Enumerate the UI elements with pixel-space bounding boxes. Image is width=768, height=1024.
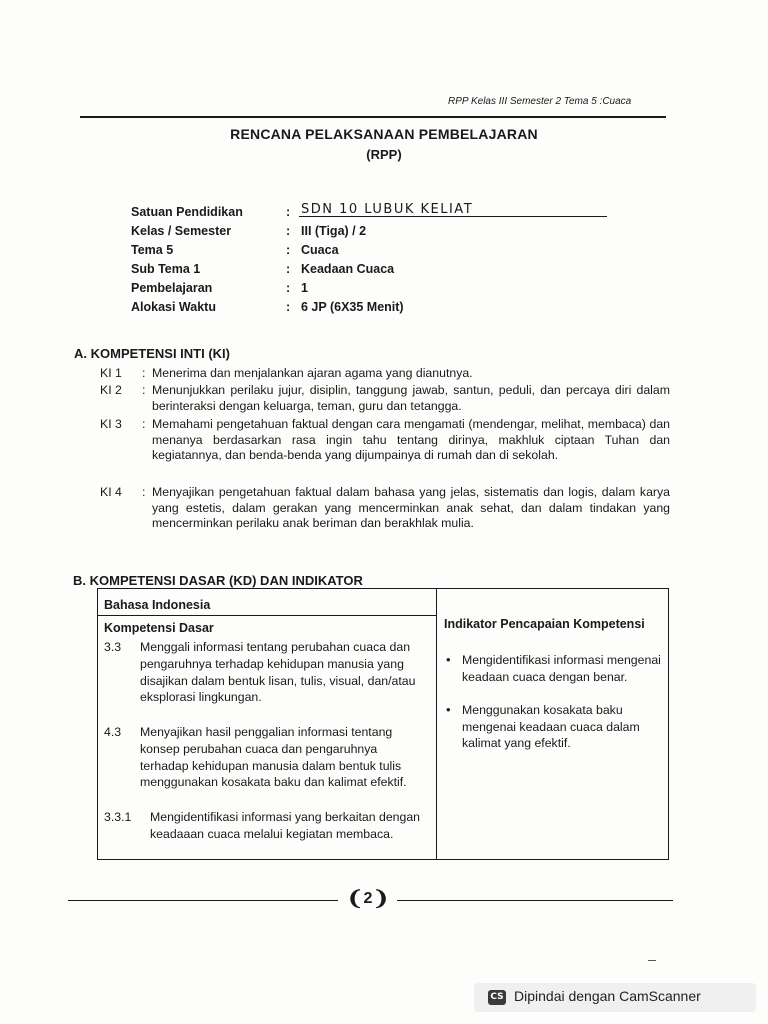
document-subtitle: (RPP) bbox=[366, 147, 402, 162]
ki-text: Menunjukkan perilaku jujur, disiplin, tanggung jawab, santun, peduli, dan percaya diri dalam berinteraksi dengan keluarga, teman, guru dan tetangga. bbox=[152, 383, 670, 413]
kd-item bbox=[104, 724, 429, 791]
identity-label: Pembelajaran bbox=[131, 281, 213, 295]
bullet-icon: • bbox=[446, 652, 451, 667]
indicator-heading: Indikator Pencapaian Kompetensi bbox=[444, 617, 645, 631]
identity-value-handwritten: SDN 10 LUBUK KELIAT bbox=[301, 202, 474, 217]
identity-label: Tema 5 bbox=[131, 243, 174, 257]
ki-item bbox=[100, 485, 670, 532]
identity-value: Cuaca bbox=[301, 243, 339, 257]
identity-label: Satuan Pendidikan bbox=[131, 205, 243, 219]
identity-label: Kelas / Semester bbox=[131, 224, 232, 238]
indicator-text: Mengidentifikasi informasi mengenai keadaan cuaca dengan benar. bbox=[462, 653, 661, 684]
colon: : bbox=[286, 262, 291, 276]
kd-text: Menggali informasi tentang perubahan cuaca dan pengaruhnya terhadap kehidupan manusia yang disajikan dalam bentuk lisan, tulis, visual, dan/atau eksplorasi lingkungan. bbox=[140, 640, 416, 705]
section-a-heading: A. KOMPETENSI INTI (KI) bbox=[74, 346, 230, 361]
ki-text: Memahami pengetahuan faktual dengan cara mengamati (mendengar, melihat, membaca) dan menanya berdasarkan rasa ingin tahu tentang dirinya, makhluk ciptaan Tuhan dan kegiatannya, dan benda-benda yang dijumpainya di rumah dan di sekolah. bbox=[152, 417, 670, 463]
ornament-right-icon: ❩ bbox=[372, 888, 390, 910]
colon: : bbox=[286, 224, 291, 238]
camscanner-watermark bbox=[474, 983, 756, 1012]
colon: : bbox=[286, 281, 291, 295]
kd-number: 4.3 bbox=[104, 725, 122, 739]
indicator-item bbox=[446, 652, 666, 685]
colon: : bbox=[142, 417, 146, 431]
ki-item bbox=[100, 366, 670, 382]
ki-item bbox=[100, 417, 670, 464]
identity-value: 1 bbox=[301, 281, 308, 295]
colon: : bbox=[142, 366, 146, 380]
kd-number: 3.3.1 bbox=[104, 810, 132, 824]
kd-indicator-table bbox=[97, 588, 669, 860]
stray-mark bbox=[648, 960, 656, 961]
footer-rule-left bbox=[68, 900, 338, 901]
identity-value: III (Tiga) / 2 bbox=[301, 224, 367, 238]
colon: : bbox=[286, 243, 291, 257]
kd-item bbox=[104, 809, 429, 843]
ki-label: KI 2 bbox=[100, 383, 122, 397]
ki-label: KI 3 bbox=[100, 417, 122, 431]
identity-label: Alokasi Waktu bbox=[131, 300, 216, 314]
indicator-text: Menggunakan kosakata baku mengenai keadaan cuaca dalam kalimat yang efektif. bbox=[462, 703, 640, 751]
ki-item bbox=[100, 383, 670, 414]
colon: : bbox=[142, 485, 146, 499]
watermark-text: Dipindai dengan CamScanner bbox=[514, 988, 701, 1004]
colon: : bbox=[142, 383, 146, 397]
colon: : bbox=[286, 300, 291, 314]
identity-label: Sub Tema 1 bbox=[131, 262, 201, 276]
indicator-item bbox=[446, 702, 666, 752]
kd-heading: Kompetensi Dasar bbox=[104, 621, 214, 635]
section-b-heading: B. KOMPETENSI DASAR (KD) DAN INDIKATOR bbox=[73, 573, 363, 588]
column-divider bbox=[436, 589, 437, 859]
document-title: RENCANA PELAKSANAAN PEMBELAJARAN bbox=[230, 126, 538, 142]
bullet-icon: • bbox=[446, 702, 451, 717]
page-number bbox=[338, 886, 398, 911]
kd-text: Mengidentifikasi informasi yang berkaitan dengan keadaaan cuaca melalui kegiatan membaca. bbox=[150, 810, 421, 841]
fill-in-line bbox=[299, 216, 607, 217]
identity-value: 6 JP (6X35 Menit) bbox=[301, 300, 404, 314]
kd-item bbox=[104, 639, 429, 706]
header-note: RPP Kelas III Semester 2 Tema 5 :Cuaca bbox=[448, 96, 632, 107]
kd-text: Menyajikan hasil penggalian informasi tentang konsep perubahan cuaca dan pengaruhnya terhadap kehidupan manusia dalam bentuk tulis menggunakan kosakata baku dan kalimat efektif. bbox=[140, 725, 407, 790]
ki-text: Menerima dan menjalankan ajaran agama yang dianutnya. bbox=[152, 366, 473, 380]
subject-name: Bahasa Indonesia bbox=[104, 598, 211, 612]
kd-number: 3.3 bbox=[104, 640, 122, 654]
page-number-value: 2 bbox=[363, 890, 373, 907]
ornament-left-icon: ❨ bbox=[346, 888, 364, 910]
camscanner-logo-icon: CS bbox=[488, 990, 506, 1005]
colon: : bbox=[286, 205, 291, 219]
identity-value: Keadaan Cuaca bbox=[301, 262, 395, 276]
footer-rule-right bbox=[397, 900, 673, 901]
ki-label: KI 4 bbox=[100, 485, 122, 499]
subject-rule bbox=[98, 615, 436, 616]
header-rule bbox=[80, 116, 666, 118]
ki-label: KI 1 bbox=[100, 366, 122, 380]
ki-text: Menyajikan pengetahuan faktual dalam bahasa yang jelas, sistematis dan logis, dalam karya yang estetis, dalam gerakan yang mencerminkan anak sehat, dan dalam tindakan yang mencerminkan perilaku anak beriman dan berakhlak mulia. bbox=[152, 485, 670, 531]
